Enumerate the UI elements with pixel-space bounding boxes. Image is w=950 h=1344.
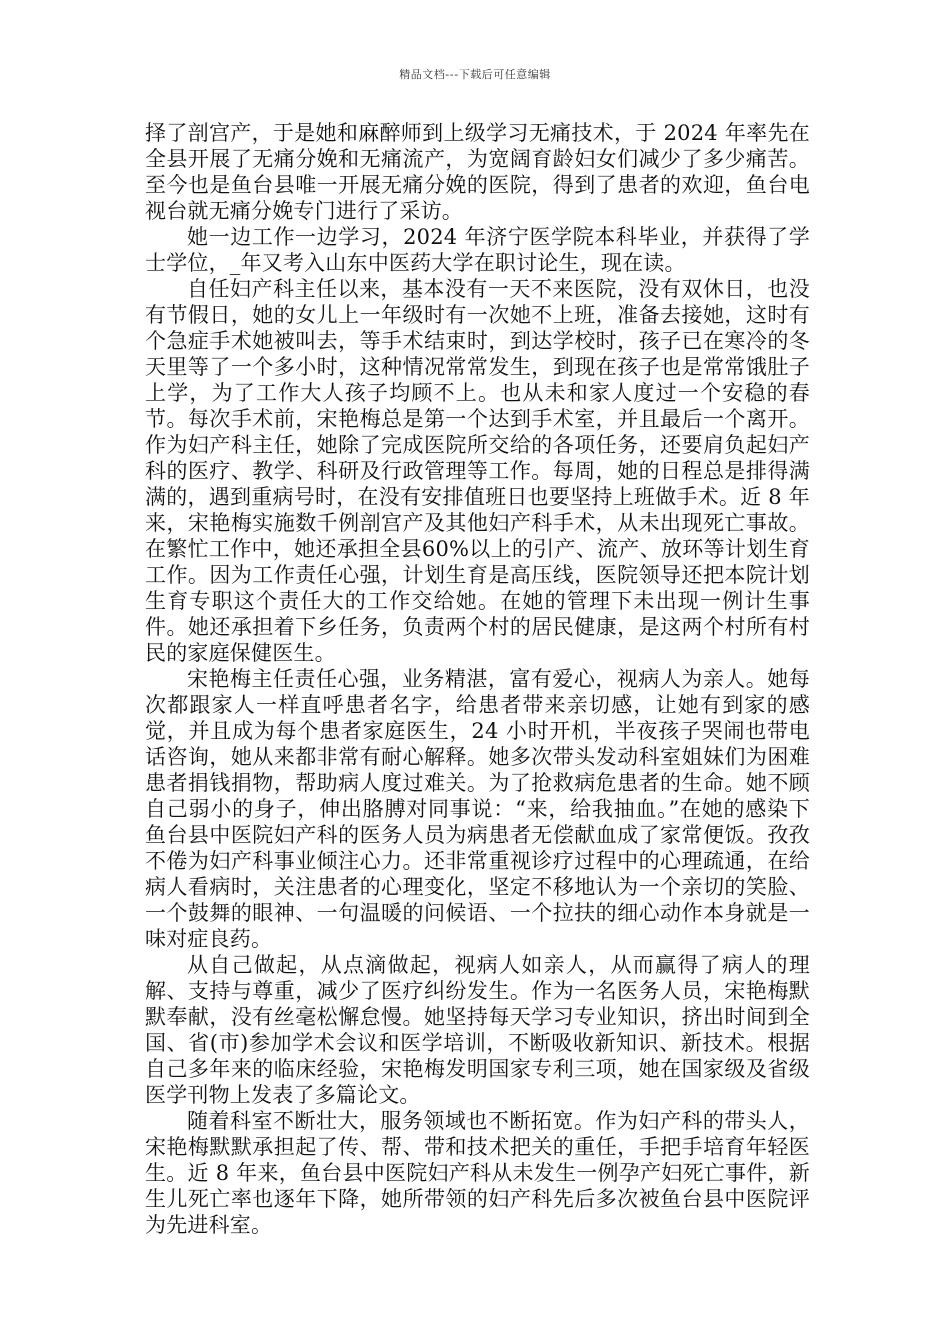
document-body (145, 120, 810, 1238)
page-header: 精品文档---下载后可任意编辑 (399, 68, 551, 81)
paragraph-patient-care: 宋艳梅主任责任心强，业务精湛，富有爱心，视病人为亲人。她每次都跟家人一样直呼患者名字，给患者带来亲切感，让她有到家的感觉，并且成为每个患者家庭医生，24 小时开机，半夜孩子哭闹也带电话咨询，她从来都非常有耐心解释。她多次带头发动科室姐妹们为困难患者捐钱捐物，帮助病人度过难关。为了抢救病危患者的生命。她不顾自己弱小的身子，伸出胳膊对同事说：“来，给我抽血。”在她的感染下鱼台县中医院妇产科的医务人员为病患者无偿献血成了家常便饭。孜孜不倦为妇产科事业倾注心力。还非常重视诊疗过程中的心理疏通，在给病人看病时，关注患者的心理变化，坚定不移地认为一个亲切的笑脸、一个鼓舞的眼神、一句温暖的问候语、一个拉扶的细心动作本身就是一味对症良药。 (145, 667, 810, 951)
paragraph-study: 她一边工作一边学习，2024 年济宁医学院本科毕业，并获得了学士学位，_年又考入山东中医药大学在职讨论生，现在读。 (145, 225, 810, 275)
paragraph-self-improvement: 从自己做起，从点滴做起，视病人如亲人，从而赢得了病人的理解、支持与尊重，减少了医疗纠纷发生。作为一名医务人员，宋艳梅默默奉献，没有丝毫松懈怠慢。她坚持每天学习专业知识，挤出时间到全国、省(市)参加学术会议和医学培训，不断吸收新知识、新技术。根据自己多年来的临床经验，宋艳梅发明国家专利三项，她在国家级及省级医学刊物上发表了多篇论文。 (145, 953, 810, 1107)
paragraph-leadership: 随着科室不断壮大，服务领域也不断拓宽。作为妇产科的带头人，宋艳梅默默承担起了传、帮、带和技术把关的重任，手把手培育年轻医生。近 8 年来，鱼台县中医院妇产科从未发生一例孕产妇死亡事件，新生儿死亡率也逐年下降，她所带领的妇产科先后多次被鱼台县中医院评为先进科室。 (145, 1109, 810, 1237)
paragraph-dedication: 自任妇产科主任以来，基本没有一天不来医院，没有双休日，也没有节假日，她的女儿上一年级时有一次她不上班，准备去接她，这时有个急症手术她被叫去，等手术结束时，到达学校时，孩子已在寒冷的冬天里等了一个多小时，这种情况常常发生，到现在孩子也是常常饿肚子上学，为了工作大人孩子均顾不上。也从未和家人度过一个安稳的春节。每次手术前，宋艳梅总是第一个达到手术室，并且最后一个离开。作为妇产科主任，她除了完成医院所交给的各项任务，还要肩负起妇产科的医疗、教学、科研及行政管理等工作。每周，她的日程总是排得满满的，遇到重病号时，在没有安排值班日也要坚持上班做手术。近 8 年来，宋艳梅实施数千例剖宫产及其他妇产科手术，从未出现死亡事故。在繁忙工作中，她还承担全县60%以上的引产、流产、放环等计划生育工作。因为工作责任心强，计划生育是高压线，医院领导还把本院计划生育专职这个责任大的工作交给她。在她的管理下未出现一例计生事件。她还承担着下乡任务，负责两个村的居民健康，是这两个村所有村民的家庭保健医生。 (145, 277, 810, 665)
paragraph-continued: 择了剖宫产，于是她和麻醉师到上级学习无痛技术，于 2024 年率先在全县开展了无痛分娩和无痛流产，为宽阔育龄妇女们减少了多少痛苦。至今也是鱼台县唯一开展无痛分娩的医院，得到了患者的欢迎，鱼台电视台就无痛分娩专门进行了采访。 (145, 121, 810, 223)
